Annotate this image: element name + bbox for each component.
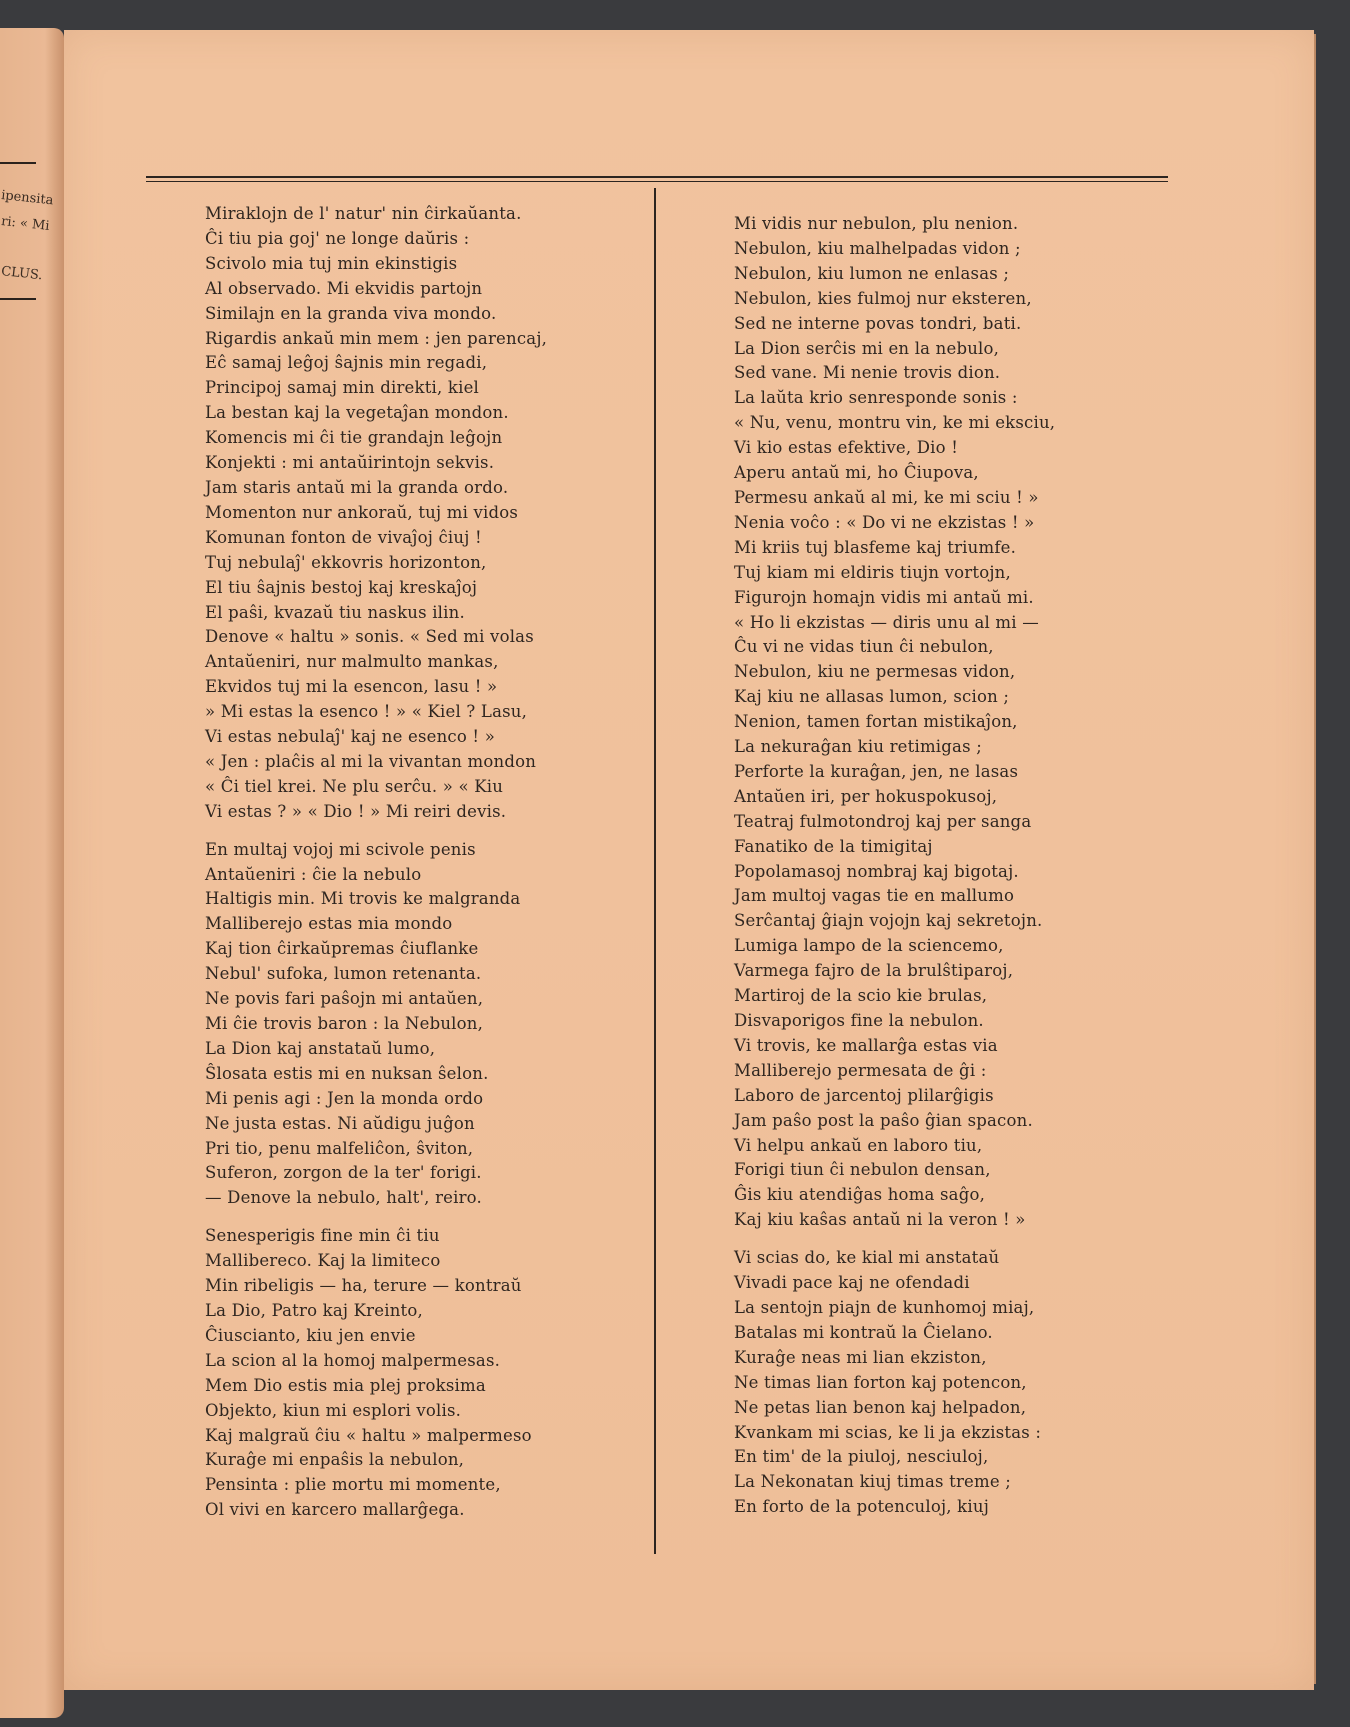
poem-line: Vi helpu ankaŭ en laboro tiu,: [734, 1135, 983, 1155]
poem-line: En tim' de la piuloj, nesciuloj,: [734, 1447, 989, 1467]
poem-line: Ne justa estas. Ni aŭdigu juĝon: [205, 1113, 475, 1133]
poem-line: Ekvidos tuj mi la esencon, lasu ! »: [205, 677, 498, 697]
poem-line: La bestan kaj la vegetaĵan mondon.: [205, 403, 509, 423]
poem-line: Kaj tion ĉirkaŭpremas ĉiuflanke: [205, 939, 479, 959]
poem-line: Kuraĝe neas mi lian ekziston,: [734, 1347, 987, 1367]
poem-line: Antaŭeniri, nur malmulto mankas,: [205, 652, 499, 672]
poem-line: Konjekti : mi antaŭirintojn sekvis.: [205, 453, 495, 473]
poem-line: Kaj kiu ne allasas lumon, scion ;: [734, 687, 1010, 707]
prev-page-rule: [0, 162, 36, 164]
poem-line: Ol vivi en karcero mallarĝega.: [205, 1500, 465, 1520]
poem-line: Eĉ samaj leĝoj ŝajnis min regadi,: [205, 353, 488, 373]
stanza: [205, 1224, 635, 1523]
poem-line: — Denove la nebulo, halt', reiro.: [205, 1188, 482, 1208]
prev-page-fragment: ri: « Mi: [0, 214, 51, 234]
poem-line: « Nu, venu, montru vin, ke mi eksciu,: [734, 413, 1056, 433]
poem-line: Malliberejo permesata de ĝi :: [734, 1060, 987, 1080]
poem-line: Perforte la kuraĝan, jen, ne lasas: [734, 761, 1019, 781]
poem-line: Nebulon, kiu ne permesas vidon,: [734, 662, 1016, 682]
top-rule: [146, 176, 1168, 182]
poem-line: Mem Dio estis mia plej proksima: [205, 1375, 486, 1395]
poem-line: Mi ĉie trovis baron : la Nebulon,: [205, 1014, 484, 1033]
poem-line: Mallibereco. Kaj la limiteco: [205, 1251, 441, 1271]
previous-page-edge: [0, 28, 64, 1718]
poem-line: Senesperigis fine min ĉi tiu: [205, 1226, 440, 1246]
poem-line: Ĉu vi ne vidas tiun ĉi nebulon,: [734, 637, 994, 657]
poem-line: Disvaporigos fine la nebulon.: [734, 1011, 984, 1030]
poem-line: La Nekonatan kiuj timas treme ;: [734, 1472, 1012, 1492]
poem-line: Sed vane. Mi nenie trovis dion.: [734, 363, 1001, 383]
poem-line: Popolamasoj nombraj kaj bigotaj.: [734, 861, 1019, 881]
poem-line: Komunan fonton de vivaĵoj ĉiuj !: [205, 527, 482, 547]
poem-line: « Jen : plaĉis al mi la vivantan mondon: [205, 751, 537, 771]
poem-line: Scivolo mia tuj min ekinstigis: [205, 253, 458, 273]
prev-page-fragment: ipensita: [0, 188, 55, 209]
poem-line: Haltigis min. Mi trovis ke malgranda: [205, 889, 521, 909]
poem-line: La nekuraĝan kiu retimigas ;: [734, 737, 982, 757]
poem-line: Nebulon, kiu malhelpadas vidon ;: [734, 238, 1021, 258]
poem-line: Ŝlosata estis mi en nuksan ŝelon.: [205, 1063, 489, 1083]
poem-line: Ĉi tiu pia goj' ne longe daŭris :: [205, 228, 470, 248]
poem-line: Ne timas lian forton kaj potencon,: [734, 1372, 1027, 1392]
poem-line: La sentojn piajn de kunhomoj miaj,: [734, 1297, 1035, 1317]
right-column: [734, 212, 1164, 1533]
poem-line: « Ho li ekzistas — diris unu al mi —: [734, 612, 1039, 632]
poem-line: Momenton nur ankoraŭ, tuj mi vidos: [205, 502, 519, 522]
poem-line: « Ĉi tiel krei. Ne plu serĉu. » « Kiu: [205, 776, 504, 796]
poem-line: Al observado. Mi ekvidis partojn: [205, 278, 483, 298]
poem-line: Batalas mi kontraŭ la Ĉielano.: [734, 1322, 993, 1342]
poem-line: Ne povis fari paŝojn mi antaŭen,: [205, 989, 484, 1009]
poem-line: Ĝis kiu atendiĝas homa saĝo,: [734, 1185, 986, 1205]
poem-line: Pensinta : plie mortu mi momente,: [205, 1475, 501, 1495]
poem-line: Tuj kiam mi eldiris tiujn vortojn,: [734, 562, 1011, 582]
poem-line: Permesu ankaŭ al mi, ke mi sciu ! »: [734, 487, 1039, 507]
poem-line: Kaj malgraŭ ĉiu « haltu » malpermeso: [205, 1425, 532, 1445]
poem-line: La scion al la homoj malpermesas.: [205, 1350, 501, 1370]
poem-line: Principoj samaj min direkti, kiel: [205, 378, 480, 398]
poem-line: Komencis mi ĉi tie grandajn leĝojn: [205, 428, 503, 448]
poem-line: Rigardis ankaŭ min mem : jen parencaj,: [205, 328, 548, 348]
poem-line: Teatraj fulmotondroj kaj per sanga: [734, 811, 1032, 831]
poem-line: Figurojn homajn vidis mi antaŭ mi.: [734, 587, 1034, 607]
poem-line: Min ribeligis — ha, terure — kontraŭ: [205, 1276, 522, 1296]
poem-line: Malliberejo estas mia mondo: [205, 914, 453, 934]
poem-line: Denove « haltu » sonis. « Sed mi volas: [205, 627, 534, 647]
stanza: [205, 202, 635, 825]
poem-line: Laboro de jarcentoj plilarĝigis: [734, 1085, 994, 1105]
poem-line: La Dio, Patro kaj Kreinto,: [205, 1300, 423, 1320]
poem-line: Miraklojn de l' natur' nin ĉirkaŭanta.: [205, 204, 522, 223]
poem-line: Antaŭen iri, per hokuspokusoj,: [734, 786, 998, 806]
poem-line: Forigi tiun ĉi nebulon densan,: [734, 1160, 991, 1180]
prev-page-rule: [0, 298, 36, 300]
poem-line: Vivadi pace kaj ne ofendadi: [734, 1273, 970, 1293]
poem-line: Aperu antaŭ mi, ho Ĉiupova,: [734, 463, 979, 483]
poem-line: El paŝi, kvazaŭ tiu naskus ilin.: [205, 602, 465, 622]
poem-line: La laŭta krio senresponde sonis :: [734, 388, 1018, 408]
poem-line: Jam multoj vagas tie en mallumo: [734, 886, 1015, 906]
poem-line: Antaŭeniri : ĉie la nebulo: [205, 864, 422, 884]
poem-line: » Mi estas la esenco ! » « Kiel ? Lasu,: [205, 702, 528, 722]
prev-page-fragment: CLUS.: [0, 264, 44, 284]
poem-line: La Dion serĉis mi en la nebulo,: [734, 338, 1000, 358]
stanza: [205, 838, 635, 1212]
poem-line: Martiroj de la scio kie brulas,: [734, 986, 988, 1006]
poem-line: Ĉiuscianto, kiu jen envie: [205, 1325, 416, 1345]
poem-line: Kvankam mi scias, ke li ja ekzistas :: [734, 1422, 1042, 1442]
poem-line: Nebul' sufoka, lumon retenanta.: [205, 964, 482, 984]
poem-line: Vi scias do, ke kial mi anstataŭ: [734, 1248, 1000, 1268]
poem-line: Mi kriis tuj blasfeme kaj triumfe.: [734, 537, 1017, 557]
poem-line: Nenion, tamen fortan mistikaĵon,: [734, 712, 1018, 732]
poem-line: Kaj kiu kaŝas antaŭ ni la veron ! »: [734, 1210, 1026, 1230]
poem-line: Vi kio estas efektive, Dio !: [734, 438, 959, 458]
poem-line: Pri tio, penu malfeliĉon, ŝviton,: [205, 1138, 474, 1158]
column-divider: [654, 188, 656, 1554]
poem-line: Tuj nebulaĵ' ekkovris horizonton,: [205, 552, 487, 572]
poem-line: Vi trovis, ke mallarĝa estas via: [734, 1035, 998, 1055]
document-page: [64, 30, 1314, 1690]
poem-line: Jam staris antaŭ mi la granda ordo.: [205, 477, 509, 497]
left-column: [205, 202, 635, 1536]
poem-line: Vi estas ? » « Dio ! » Mi reiri devis.: [205, 801, 507, 821]
poem-line: Similajn en la granda viva mondo.: [205, 303, 497, 323]
poem-line: Jam paŝo post la paŝo ĝian spacon.: [734, 1110, 1033, 1130]
stanza: [734, 1246, 1164, 1520]
poem-line: Lumiga lampo de la sciencemo,: [734, 936, 1004, 956]
poem-line: Nebulon, kies fulmoj nur eksteren,: [734, 288, 1032, 308]
poem-line: Fanatiko de la timigitaj: [734, 836, 933, 856]
poem-line: La Dion kaj anstataŭ lumo,: [205, 1038, 436, 1058]
poem-line: Kuraĝe mi enpaŝis la nebulon,: [205, 1450, 465, 1470]
poem-line: En multaj vojoj mi scivole penis: [205, 839, 476, 859]
poem-line: Serĉantaj ĝiajn vojojn kaj sekretojn.: [734, 911, 1043, 931]
poem-line: Nebulon, kiu lumon ne enlasas ;: [734, 263, 1010, 283]
poem-line: En forto de la potenculoj, kiuj: [734, 1497, 990, 1517]
stanza: [734, 212, 1164, 1233]
poem-line: El tiu ŝajnis bestoj kaj kreskaĵoj: [205, 577, 478, 597]
poem-line: Suferon, zorgon de la ter' forigi.: [205, 1163, 482, 1183]
poem-line: Mi vidis nur nebulon, plu nenion.: [734, 214, 1019, 233]
poem-line: Varmega fajro de la brulŝtiparoj,: [734, 961, 1014, 981]
poem-line: Objekto, kiun mi esplori volis.: [205, 1400, 462, 1420]
poem-line: Ne petas lian benon kaj helpadon,: [734, 1397, 1027, 1417]
poem-line: Vi estas nebulaĵ' kaj ne esenco ! »: [205, 727, 495, 747]
poem-line: Nenia voĉo : « Do vi ne ekzistas ! »: [734, 512, 1035, 532]
poem-line: Mi penis agi : Jen la monda ordo: [205, 1088, 484, 1108]
poem-line: Sed ne interne povas tondri, bati.: [734, 313, 1022, 333]
